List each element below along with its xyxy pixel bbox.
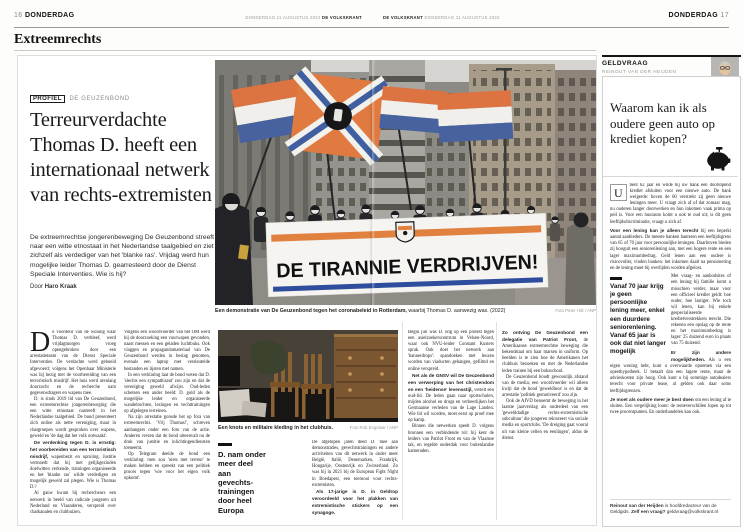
banner-text: DE TIRANNIE VERDRIJVEN! — [276, 251, 545, 283]
footer-author-name: Reinout van der Heijden — [610, 503, 664, 508]
body-paragraph: Met vraag- en aanbodsites of een lening bij familie komt u misschien verder, maar voor een officieel krediet geldt: hoe ouder, hoe lastiger. Wie toch wil lenen, kan bij enkele gespecialiseerde kredietverstrekkers terecht. Die rekenen een opslag op de rente en het maximumbedrag is lager: 25 duizend euro in plaats van 75 duizend. — [671, 274, 731, 347]
footer-text: is hoofdredacteur van de Geldgids. — [610, 503, 717, 515]
paragraph-lead: Er zijn andere mogelijkheden. — [671, 349, 731, 363]
byline-prefix: Door — [30, 284, 44, 290]
kicker — [30, 95, 130, 103]
pull-quote-text: D. nam onder meer deel aan gevechts-trainingen door heel Europa — [218, 450, 266, 515]
masthead-name: DE VOLKSKRANT — [383, 15, 423, 20]
dateline-date: DONDERDAG 11 AUGUSTUS 2022 — [245, 15, 321, 20]
drop-cap: U — [610, 184, 627, 201]
body-column-5 — [408, 330, 494, 522]
body-paragraph: De verdenking tegen D. is ernstig: het voorbereiden van een terroristisch misdrijf, wapenbezit en opruiing. Justitie vermoedt dat hij met gelijkgezinden doelwitten verkende, trainingen organiseerde en het 'blanke ras' wilde verdedigen en mogelijk geweld zal plegen. Wie is Thomas D.? — [30, 439, 116, 491]
protest-banner — [266, 213, 548, 297]
body-paragraph: Binnen die netwerken speelt D. volgens bronnen een verbindende rol: hij kent de leiders van Patriot Front en van de Vlaamse tak, en regelde onderdak voor buitenlandse kameraden. — [408, 424, 494, 454]
paragraph-lead: Net als de GNSV wil De Geuzenbond een verwerping van het christendom en een 'heidense' levensstijl, — [408, 372, 494, 392]
footer-cta: Zelf een vraag? — [631, 509, 666, 515]
piggy-bank-art — [705, 147, 731, 171]
masthead-name: DE VOLKSKRANT — [322, 15, 362, 20]
geldvraag-label: GELDVRAAG — [602, 60, 649, 67]
inset-caption — [218, 425, 398, 431]
body-paragraph: Voor een lening kan je alleen terecht bij een beperkt aantal aanbieders. De meeste banken hanteren een leeftijdsgrens van 65 of 70 jaar voor persoonlijke leningen. Daarboven bieden zij hooguit een seniorenlening aan, met een hogere rente en een lager maximumbedrag. Geld lenen aan een oudere is risicovoller, vinden banken: het inkomen daalt na pensionering en de lening moet bij overlijden worden afgelost. — [610, 228, 731, 271]
body-paragraph: Na zijn arrestatie gonsde het op fora van extreemrechts. 'Vrij Thomas!', schreven aanhangers onder een foto van de actie. Anderen vrezen dat de bond uiteenvalt nu de druk van justitie en inlichtingendiensten toeneemt. — [124, 415, 210, 451]
body-paragraph: Zo ontving De Geuzenbond een delegatie van Patriot Front, de Amerikaanse extreemrechtse beweging die bekendstaat om haar marsen in uniform. Op beelden is te zien hoe de Amerikanen het clubhuis bezoeken en met de Nederlandse leden trainen bij een boksschool. — [502, 330, 588, 374]
inline-pull-quote: Vanaf 70 jaar krijg je geen persoonlijke lening meer, enkel een duurdere seniorenlening. Vanaf 65 jaar is ook dat niet langer mogelijk — [610, 277, 666, 356]
folio-right-day: DONDERDAG — [668, 12, 719, 19]
inset-caption-text: Een knots en militaire kleding in het clubhuis. — [218, 425, 334, 431]
photo-caption-rest: waarbij Thomas D. aanwezig was. (2022) — [406, 308, 506, 314]
body-paragraph: De afgelopen jaren deed D. mee aan demonstraties, gevechtstrainingen en andere activiteiten van dit netwerk in onder meer België, Italië, Denemarken, Frankrijk, Hongarije, Oostenrijk en Zwitserland. Zo was hij in 2021 bij de European Fight Night in Boedapest, een toernooi voor rechts-extremisten. — [312, 440, 398, 488]
header-rule — [14, 27, 729, 28]
photo-caption-text — [215, 308, 505, 314]
dateline-right-page — [383, 15, 500, 20]
body-paragraph: De Geuzenbond houdt gewoonlijk afstand van de media; een woordvoerder wil alleen kwijt dat de bond 'geweldloos' is en dat de arrestatie 'politiek gemotiveerd' zou zijn. — [502, 374, 588, 398]
article-headline: Terreurverdachte Thomas D. heeft een internationaal netwerk van rechts-extremisten — [30, 109, 212, 206]
body-paragraph: Volgens een woordvoerder van het OM werd bij de doorzoeking een vuurwapen gevonden, naast messen en een geladen luchtbuks. Ook vlaggen en propagandamateriaal van De Geuzenbond werden in beslag genomen, evenals een laptop met versleutelde bestanden en lijsten met namen. — [124, 330, 210, 372]
folio-left-day: DONDERDAG — [24, 12, 75, 19]
demonstration-photo — [215, 60, 596, 305]
clubhouse-photo-art — [218, 330, 398, 422]
body-paragraph: In een verklaring laat de bond weten dat D. 'slechts een sympathisant' zou zijn en dat de vereniging geweld afwijst. Oud-leden schetsen een ander beeld: D. gold als de mogelijke leider en organiseerde wandeltochten, lezingen en vechttrainingen op afgelegen terreinen. — [124, 372, 210, 415]
column-divider — [496, 322, 497, 520]
folio-right — [669, 12, 729, 19]
body-paragraph: Begin juli was D. nog op een protest tegen een asielzoekerscentrum in Velsen-Noord, waar ook NVU-leider Constant Kusters sprak. Ook doet het netwerk aan 'bannerdrops': spandoeken met leuzen worden van viaducten gehangen, gefilmd en online verspreid. — [408, 330, 494, 372]
geldvraag-body — [610, 183, 731, 493]
geuzen-saltire-flag — [289, 72, 386, 160]
body-column-1 — [30, 330, 116, 522]
inset-credit: Foto Rob Engelaar / ANP — [349, 425, 398, 430]
piggy-bank-icon — [705, 147, 731, 171]
photo-caption — [215, 308, 596, 314]
body-paragraph: Net als de GNSV wil De Geuzenbond een verwerping van het christendom en een 'heidense' levensstijl, vertelt een oud-lid. De leden gaan naar sportscholen, mijden alcohol en drugs en verheerlijken het Germaanse verleden van de Lage Landen. Wie lid wil worden, moet eerst op proef mee op kamp. — [408, 372, 494, 424]
body-paragraph: Er zijn andere mogelijkheden. Als u een eigen woning hebt, kunt u overwaarde opnemen via een opeethypotheek. U betaalt dan een lagere rente, maar de advieskosten zijn hoog. Ook kunt u bij sommige autodealers terecht voor private lease, al gelden ook daar soms leeftijdsgrenzen. — [610, 349, 731, 394]
paragraph-lead: Zo ontving De Geuzenbond een delegatie van Patriot Front, — [502, 330, 588, 343]
dateline-date: DONDERDAG 11 AUGUSTUS 2022 — [424, 15, 500, 20]
section-title: Extreemrechts — [14, 32, 102, 47]
body-column-6 — [502, 330, 588, 522]
geldvraag-footer — [610, 499, 731, 516]
article-pull-quote — [218, 443, 266, 515]
photo-credit: Foto Peter Hilz / ANP — [555, 308, 596, 313]
geldvraag-column — [602, 55, 741, 527]
paragraph-lead: Voor een lening kan je alleen terecht — [610, 228, 699, 234]
body-paragraph: D. is sinds 2019 lid van De Geuzenbond, een extreemrechtse jongerenbeweging die een witte etnostaat nastreeft in het Nederlandse taalgebied. De bond presenteert zich online als nette vereniging, maar in chatgroepen wordt gesproken over wapens, geweld en 'de dag dat het volk ontwaakt'. — [30, 397, 116, 439]
article-standfirst: De extreemrechtse jongerenbeweging De Geuzenbond streeft naar een witte etnostaat in het Nederlandse taalgebied en ziet zichzelf als verdediger van het 'blanke ras'. Vrijdag werd hun mogelijke leider Thomas D. gearresteerd door de Dienst Speciale Interventies. Wie is hij? — [30, 234, 215, 278]
pull-quote-bar — [610, 277, 622, 280]
pull-quote-bar — [218, 443, 232, 446]
page-number-left: 16 — [14, 12, 23, 19]
body-paragraph: Al gauw kwam bij rechercheurs een netwerk in beeld van radicale jongeren uit Nederland en Vlaanderen, verspreid over chatkanalen en clubhuizen. — [30, 491, 116, 515]
body-paragraph: De voordeur van de woning waar Thomas D. verbleef, werd vrijdagmorgen vroeg opengebroken door een arrestatieteam van de Dienst Speciale Interventies. De verdachte werd geboeid afgevoerd; volgens het Openbaar Ministerie was hij bezig met de voorbereiding van een terroristisch misdrijf. Het huis werd urenlang doorzocht en de recherche nam gegevensdragers en wapens mee. — [30, 330, 116, 396]
photo-caption-lead: Een demonstratie van De Geuzenbond tegen het coronabeleid in Rotterdam, — [215, 308, 407, 314]
article-byline — [30, 284, 77, 290]
geldvraag-author: REINOUT VAN DER HEIJDEN — [602, 69, 677, 74]
page-number-right: 17 — [720, 12, 729, 19]
column-divider — [402, 322, 403, 520]
paragraph-lead: Je moet als oudere meer je best doen — [610, 397, 694, 403]
body-column-2 — [124, 330, 210, 522]
body-paragraph: Op Telegram deelde de bond een verklaring: men zou 'niets met terreur' te maken hebben en spreekt van een politiek proces tegen 'wie voor het eigen volk opkomt'. — [124, 451, 210, 482]
footer-email: geldvraag@volkskrant.nl — [665, 509, 719, 515]
kicker-label: PROFIEL — [30, 95, 65, 103]
paragraph-lead: De verdenking tegen D. is ernstig: het voorbereiden van een terroristisch misdrijf, — [30, 439, 116, 459]
clubhouse-photo — [218, 330, 398, 422]
body-paragraph: U bent 62 jaar en wilde bij uw bank een doorlopend krediet afsluiten voor een nieuwe auto. De bank weigerde: boven de 60 verstrekt zij geen nieuwe leningen meer. U vraagt zich af of dat zomaar mag, nu ouderen langer doorwerken en hun inkomen vaak prima op peil is. Voor een huurauto komt u ook te oud uit; is dit geen leeftijdsdiscriminatie, vraagt u zich af. — [610, 183, 731, 225]
body-paragraph: Ook de AIVD benoemt de beweging in het laatste jaarverslag als onderdeel van een 'gewelddadige rechts-extremistische subcultuur' die jongeren rekruteert via sociale media en sportclubs. 'De dreiging gaat vooral uit van kleine cellen en eenlingen', aldus de dienst. — [502, 399, 588, 441]
body-column-4 — [312, 440, 398, 522]
paragraph-lead: Als 17-jarige is D. in Geldrop veroordeeld voor het plakken van extremistische stickers op een synagoge. — [312, 488, 398, 516]
drop-cap: D — [30, 330, 51, 358]
body-paragraph: Je moet als oudere meer je best doen om een lening af te sluiten. Een vergelijking loont: de renteverschillen lopen op tot twee procentpunten. En onderhandelen kan ook. — [610, 397, 731, 416]
section-rule — [14, 50, 596, 51]
byline-name: Haro Kraak — [44, 284, 77, 290]
geldvraag-question: Waarom kan ik als oudere geen auto op krediet kopen? — [610, 100, 716, 146]
kicker-topic: DE GEUZENBOND — [69, 96, 130, 102]
geldvraag-divider — [603, 176, 738, 177]
folio-left — [14, 12, 74, 19]
body-paragraph — [312, 489, 398, 517]
demonstration-photo-art — [215, 60, 596, 305]
dateline-left-page — [245, 15, 362, 20]
